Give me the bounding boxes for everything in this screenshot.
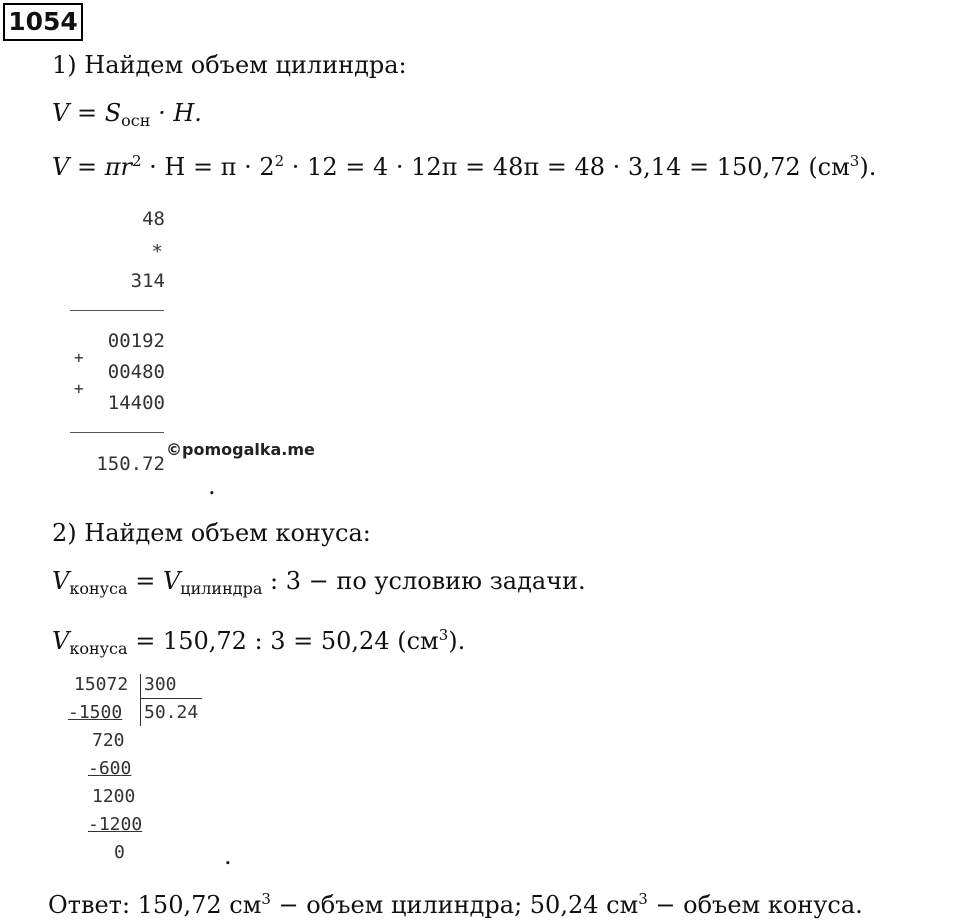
calc-exp3: 3 [849, 152, 860, 170]
mult-op: * [151, 241, 163, 263]
div-step3: -1200 [88, 814, 143, 835]
calc-c: · 12 = 4 · 12π = 48π = 48 · 3,14 = 150,72 (см [284, 153, 850, 181]
answer-exp1: 3 [261, 890, 271, 908]
volume-calculation [52, 146, 876, 182]
div-divisor: 300 [144, 674, 177, 695]
step1-heading: 1) Найдем объем цилиндра: [52, 51, 407, 79]
l1-sub1: конуса [69, 579, 128, 598]
div-rem2: 1200 [92, 786, 136, 807]
mult-rule-1 [70, 310, 164, 311]
cone-relation [52, 566, 586, 604]
mult-result: 150.72 [96, 453, 165, 475]
l2-exp: 3 [438, 626, 449, 644]
formula-rest: · H. [150, 99, 202, 127]
div-rem3: 0 [114, 842, 125, 863]
div-rem1: 720 [92, 730, 125, 751]
answer-b: − объем цилиндра; 50,24 см [270, 891, 639, 919]
calc-d: ). [859, 153, 877, 181]
l2-V: V [52, 627, 70, 655]
mult-rule-2 [70, 432, 164, 433]
div-quotient: 50.24 [144, 702, 199, 723]
answer-line [48, 884, 863, 920]
l1-sub2: цилиндра [180, 579, 263, 598]
l1-eq: = [127, 567, 163, 595]
mult-b: 314 [130, 270, 165, 292]
calc-b: · H = π · 2 [141, 153, 275, 181]
div-horizontal-rule [140, 698, 202, 699]
plus-2: + [74, 379, 84, 398]
volume-formula [52, 98, 202, 136]
l1-V1: V [52, 567, 70, 595]
div-dividend: 15072 [74, 674, 129, 695]
mult-dot: . [208, 472, 216, 500]
formula-S: S [104, 99, 122, 127]
formula-eq: = [69, 99, 105, 127]
calc-exp1: 2 [131, 152, 142, 170]
l1-V2: V [162, 567, 181, 595]
l2-rest: = 150,72 : 3 = 50,24 (см [127, 627, 439, 655]
step2-heading: 2) Найдем объем конуса: [52, 519, 371, 547]
partial-2: 00480 [107, 361, 165, 383]
div-step1: -1500 [68, 702, 123, 723]
partial-3: 14400 [107, 392, 165, 414]
l1-rest: : 3 − по условию задачи. [262, 567, 586, 595]
watermark: ©pomogalka.me [166, 440, 315, 459]
cone-calculation [52, 620, 465, 664]
problem-number: 1054 [3, 3, 83, 41]
formula-lhs: V [52, 99, 70, 127]
calc-a: V = πr [52, 153, 132, 181]
plus-1: + [74, 348, 84, 367]
formula-sub: осн [121, 111, 151, 130]
answer-a: Ответ: 150,72 см [48, 891, 262, 919]
div-dot: . [224, 842, 232, 870]
calc-exp2: 2 [274, 152, 285, 170]
div-step2: -600 [88, 758, 132, 779]
partial-1: 00192 [107, 330, 165, 352]
answer-c: − объем конуса. [647, 891, 863, 919]
mult-a: 48 [142, 208, 165, 230]
l2-sub: конуса [69, 639, 128, 658]
div-vertical-rule [140, 674, 141, 726]
answer-exp2: 3 [638, 890, 648, 908]
l2-end: ). [448, 627, 466, 655]
